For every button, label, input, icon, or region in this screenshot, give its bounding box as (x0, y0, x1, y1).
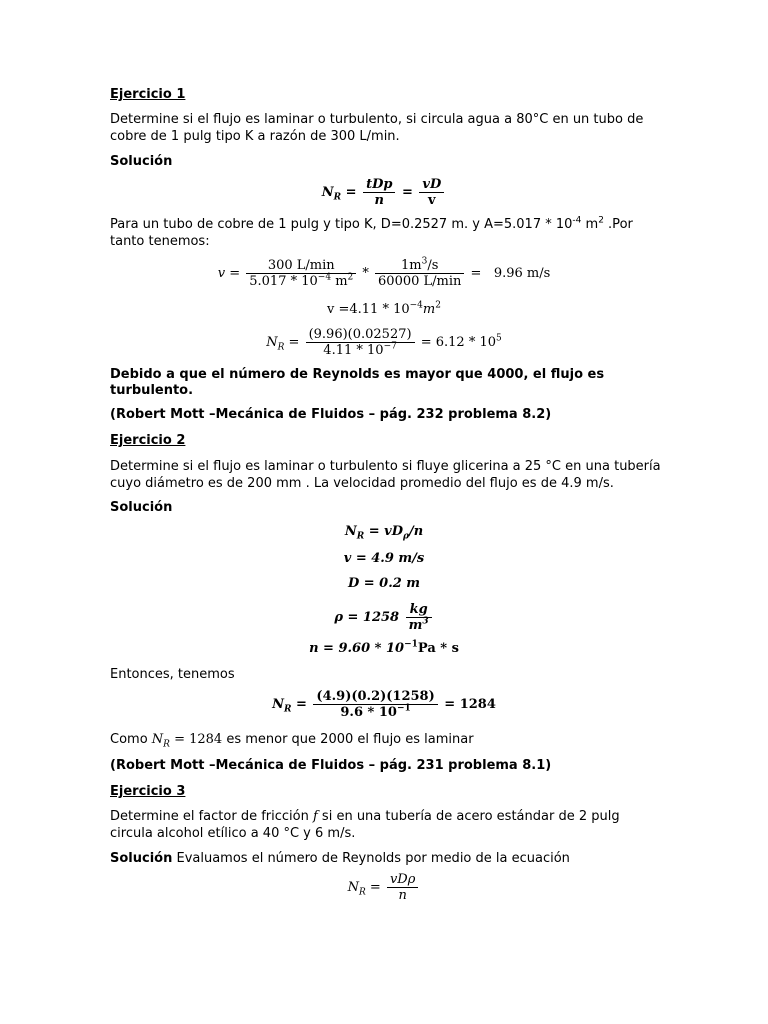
fraction-denominator (313, 704, 437, 720)
superscript: −1 (404, 639, 418, 650)
exercise-1-equation-viscosity (0, 302, 768, 317)
exercise-2-equation-velocity: v = 4.9 m/s (343, 551, 425, 566)
exercise-3-equation-reynolds: $N_R$ = $\frac{\text{vDρ}}{n}$ (0, 872, 768, 903)
text-part: .Por (603, 217, 633, 232)
eq-subscript: R (356, 531, 365, 542)
text-part: = 1284 (169, 732, 223, 747)
exercise-2-equation-density (0, 602, 768, 633)
exercise-3-statement-line-2: circula alcohol etílico a 40 °C y 6 m/s. (110, 826, 356, 841)
exercise-3-statement-line-1 (110, 808, 620, 825)
exercise-2-conclusion (110, 731, 474, 748)
exercise-1-solution-label: Solución (110, 154, 173, 169)
exercise-1-conclusion-line-1: Debido a que el número de Reynolds es mayor que 4000, el flujo es (110, 367, 605, 382)
eq-part: = vD (368, 524, 403, 539)
text-part: m (581, 217, 599, 232)
fraction-denominator (306, 342, 415, 358)
exercise-2-equation-diameter: D = 0.2 m (347, 576, 421, 591)
exercise-2-reference: (Robert Mott –Mecánica de Fluidos – pág. 231 problema 8.1) (110, 758, 552, 773)
eq-result: = 1284 (444, 697, 496, 712)
eq-fraction (313, 689, 437, 720)
eq-fraction (387, 872, 418, 903)
num-part: /s (427, 258, 439, 273)
text-part: es menor que 2000 el flujo es laminar (222, 732, 474, 747)
exercise-1-equation-reynolds: $N_R$ = $\frac{\text{tDp}}{n}$ = $\frac{vD}{v}$ (0, 177, 768, 208)
superscript: −7 (383, 341, 397, 352)
eq-subscript: R (333, 192, 342, 203)
den-part: 9.6 * 10 (340, 705, 397, 720)
fraction-denominator (246, 273, 356, 289)
text-part: Evaluamos el número de Reynolds por medio de la ecuación (172, 851, 570, 866)
eq-fraction (246, 258, 356, 289)
superscript: −4 (409, 300, 423, 311)
eq-symbol: N (272, 697, 284, 712)
solution-label: Solución (110, 851, 173, 866)
eq-result: = 6.12 * 10 (420, 335, 496, 350)
fraction-numerator (375, 258, 464, 273)
eq-fraction (406, 602, 432, 633)
superscript: 3 (422, 616, 429, 627)
superscript: 3 (421, 256, 428, 267)
eq-subscript: ρ (402, 531, 409, 542)
exercise-1-title: Ejercicio 1 (110, 87, 186, 102)
superscript: 5 (496, 333, 502, 344)
eq-symbol: v (217, 266, 226, 281)
exercise-2-equation-viscosity (0, 641, 768, 656)
superscript: 2 (435, 300, 441, 311)
exercise-2-equation-result: $N_R$ = $\frac{(4.9)(0.2)(1258)}{9.6 * 10^{-1}}$ = 1284 (272, 689, 496, 720)
exercise-2-statement-line-1: Determine si el flujo es laminar o turbulento si fluye glicerina a 25 °C en una tubería (110, 459, 661, 474)
eq-subscript: R (359, 887, 366, 898)
fraction-numerator: vD (422, 177, 442, 192)
eq-symbol: N (151, 732, 164, 747)
fraction-numerator: 300 L/min (267, 258, 335, 273)
superscript: 2 (598, 215, 604, 226)
eq-symbol: N (347, 880, 359, 895)
exercise-3-title: Ejercicio 3 (110, 784, 186, 799)
exercise-1-statement-line-2: cobre de 1 pulg tipo K a razón de 300 L/min. (110, 129, 400, 144)
eq-subscript: R (283, 704, 292, 715)
eq-part: Pa * s (417, 641, 459, 656)
text-part: Como (110, 732, 152, 747)
superscript: 2 (347, 272, 354, 283)
den-part: 4.11 * 10 (323, 343, 384, 358)
exercise-1-statement-line-1: Determine si el flujo es laminar o turbulento, si circula agua a 80°C en un tubo de (110, 112, 644, 127)
exercise-1-reference: (Robert Mott –Mecánica de Fluidos – pág. 232 problema 8.2) (110, 407, 552, 422)
superscript: −4 (317, 272, 332, 283)
eq-part: ρ = 1258 (334, 610, 400, 625)
text-part: si en una tubería de acero estándar de 2 pulg (317, 809, 620, 824)
eq-symbol: N (266, 335, 278, 350)
fraction-numerator: (4.9)(0.2)(1258) (316, 689, 435, 704)
exercise-2-statement-line-2: cuyo diámetro es de 200 mm . La velocidad promedio del flujo es de 4.9 m/s. (110, 476, 614, 491)
fraction-numerator: (9.96)(0.02527) (308, 327, 412, 342)
eq-fraction (363, 177, 395, 208)
fraction-denominator: 60000 L/min (375, 273, 464, 289)
exercise-1-equation-velocity: v = $\frac{300 L/\min}{5.017 * 10^{-4} m^2}$ * $\frac{1m^3/s}{60000 L/\min}$ = 9.96 m/s (217, 256, 551, 289)
fraction-denominator (406, 617, 432, 633)
exercise-2-title: Ejercicio 2 (110, 433, 186, 448)
fraction-denominator: v (419, 192, 444, 208)
exercise-1-text-line-1 (110, 216, 633, 233)
text-part: Para un tubo de cobre de 1 pulg y tipo K, D=0.2527 m. y A=5.017 * 10 (110, 217, 573, 232)
den-part: m (331, 274, 348, 289)
exercise-2-equation-reynolds (0, 524, 768, 542)
eq-symbol: N (344, 524, 357, 539)
eq-part: m (422, 302, 436, 317)
exercise-2-then: Entonces, tenemos (110, 667, 235, 682)
superscript: −1 (396, 703, 411, 714)
superscript: -4 (572, 215, 582, 226)
eq-symbol: N (321, 185, 334, 200)
eq-part: v =4.11 * 10 (327, 302, 410, 317)
den-part: m (408, 618, 423, 633)
text-part: Determine el factor de fricción (110, 809, 313, 824)
den-part: 5.017 * 10 (249, 274, 318, 289)
eq-symbol: f (312, 809, 318, 824)
exercise-1-text-line-2: tanto tenemos: (110, 234, 210, 249)
exercise-2-solution-label: Solución (110, 500, 173, 515)
fraction-denominator: n (387, 887, 418, 903)
fraction-numerator: tDp (366, 177, 393, 192)
fraction-numerator: kg (409, 602, 428, 617)
eq-part: n = 9.60 * 10 (309, 641, 405, 656)
eq-fraction (375, 258, 464, 289)
exercise-3-solution (110, 850, 570, 867)
exercise-1-equation-result: $N_R$ = $\frac{(9.96)(0.02527)}{4.11 * 10^{-7}}$ = $6.12 * 10^5$ (266, 327, 502, 358)
eq-part: /n (408, 524, 424, 539)
eq-fraction (419, 177, 444, 208)
fraction-denominator: n (363, 192, 395, 208)
fraction-numerator: vDρ (389, 872, 416, 887)
num-part: 1m (401, 258, 422, 273)
eq-fraction (306, 327, 415, 358)
eq-subscript: R (163, 739, 170, 750)
exercise-1-conclusion-line-2: turbulento. (110, 383, 194, 398)
eq-result: 9.96 m/s (493, 266, 551, 281)
eq-subscript: R (277, 342, 285, 353)
